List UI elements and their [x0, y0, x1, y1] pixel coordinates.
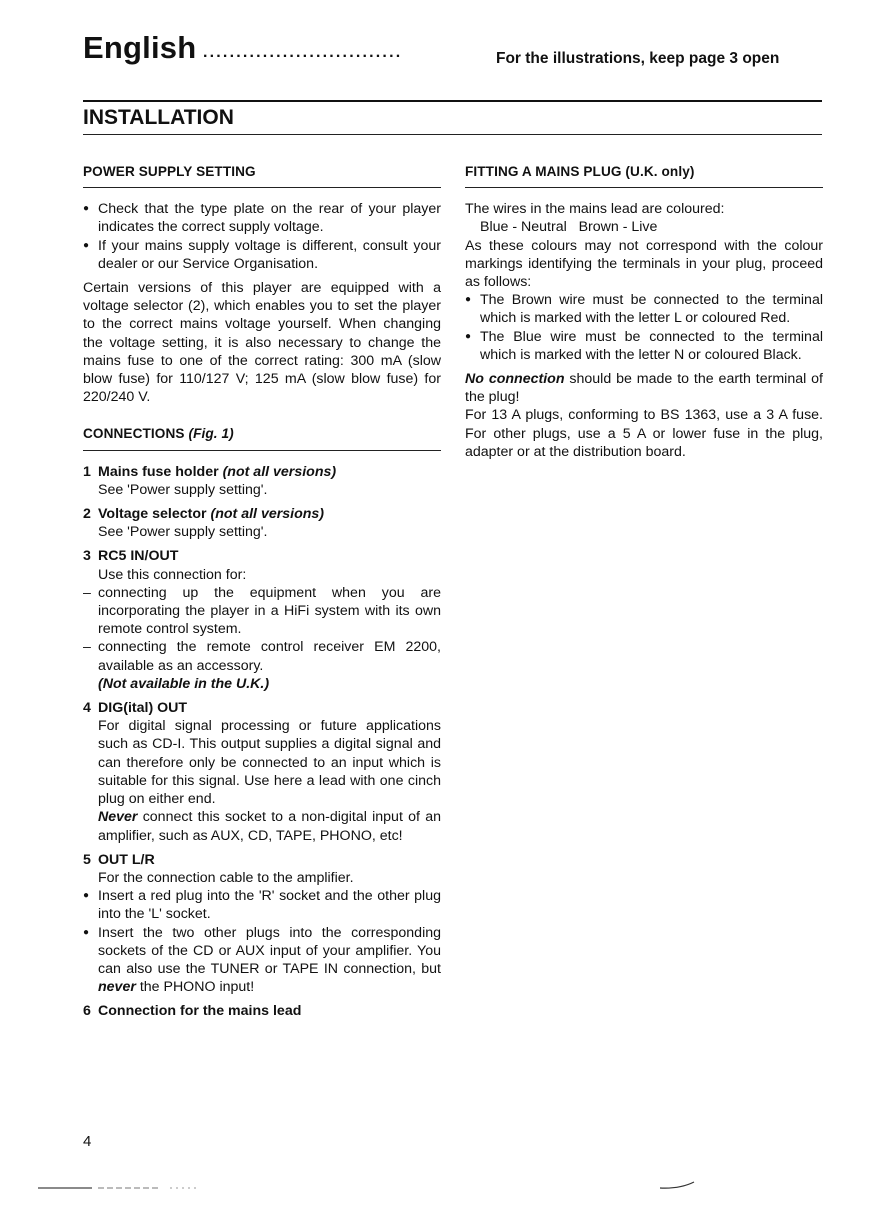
- mains-plug-paragraph: As these colours may not correspond with the colour markings identifying the terminals in your plug, proceed as follows:: [465, 237, 823, 291]
- connection-item-5: 5 OUT L/R For the connection cable to the amplifier.: [83, 851, 354, 886]
- rc5-dash-item: – connecting up the equipment when you are incorporating the player in a HiFi system with its own remote control system.: [83, 584, 441, 639]
- header-leader-dots: ..............................: [203, 44, 403, 61]
- connection-item-3: 3 RC5 IN/OUT Use this connection for:: [83, 548, 247, 583]
- mains-plug-bullet: ● The Brown wire must be connected to the terminal which is marked with the letter L or coloured Red.: [465, 291, 823, 327]
- page-number: 4: [83, 1133, 92, 1150]
- section-title: INSTALLATION: [83, 106, 234, 129]
- rc5-dash-item: – connecting the remote control receiver EM 2200, available as an accessory.: [83, 638, 441, 674]
- right-column: [465, 163, 823, 461]
- rc5-uk-note: (Not available in the U.K.): [98, 675, 270, 692]
- power-supply-paragraph: Certain versions of this player are equipped with a voltage selector (2), which enables you to set the player to the correct mains voltage yourself. When changing the voltage setting, it is also necessary to change the mains fuse to one of the correct rating: 300 mA (slow blow fuse) for 110/127 V; 125 mA (slow blow fuse) for 220/240 V.: [83, 280, 441, 406]
- dig-out-warning: Never connect this socket to a non-digital input of an amplifier, such as AUX, CD, TAPE, PHONO, etc!: [98, 809, 441, 844]
- connection-item-6: 6 Connection for the mains lead: [83, 1003, 302, 1020]
- header-rule: [83, 100, 822, 102]
- out-lr-bullet: ● Insert the two other plugs into the corresponding sockets of the CD or AUX input of your amplifier. You can also use the TUNER or TAPE IN connection, but never the PHONO input!: [83, 924, 441, 997]
- power-supply-bullet: ● Check that the type plate on the rear of your player indicates the correct supply voltage.: [83, 200, 441, 236]
- scan-artifacts: [0, 1176, 885, 1196]
- connections-heading: CONNECTIONS (Fig. 1): [83, 425, 441, 450]
- connection-item-4: 4 DIG(ital) OUT For digital signal processing or future applications such as CD-I. This output supplies a digital signal and can therefore only be connected to an input which is suitable for this signal. Use here a lead with one cinch plug on either end.: [83, 700, 441, 808]
- fuse-instructions: For 13 A plugs, conforming to BS 1363, use a 3 A fuse. For other plugs, use a 5 A or lower fuse in the plug, adapter or at the distribution board.: [465, 407, 823, 460]
- mains-plug-intro: The wires in the mains lead are coloured:: [465, 201, 725, 218]
- connection-item-2: 2 Voltage selector (not all versions) See 'Power supply setting'.: [83, 506, 325, 541]
- illustrations-note: For the illustrations, keep page 3 open: [496, 50, 780, 67]
- mains-plug-bullet: ● The Blue wire must be connected to the terminal which is marked with the letter N or coloured Black.: [465, 328, 823, 364]
- language-title: English: [83, 30, 197, 65]
- power-supply-bullet: ● If your mains supply voltage is different, consult your dealer or our Service Organisation.: [83, 237, 441, 273]
- earth-warning: No connection should be made to the earth terminal of the plug!: [465, 371, 823, 406]
- connections-fig-ref: (Fig. 1): [188, 426, 234, 442]
- power-supply-heading: POWER SUPPLY SETTING: [83, 163, 441, 188]
- scan-artifact-mark: [660, 1182, 694, 1188]
- section-rule: [83, 134, 822, 135]
- wire-colours: Blue - Neutral Brown - Live: [480, 219, 658, 236]
- mains-plug-heading: FITTING A MAINS PLUG (U.K. only): [465, 163, 823, 188]
- out-lr-bullet: ● Insert a red plug into the 'R' socket and the other plug into the 'L' socket.: [83, 887, 441, 923]
- left-column: [83, 163, 441, 1021]
- connection-item-1: 1 Mains fuse holder (not all versions) See 'Power supply setting'.: [83, 463, 337, 498]
